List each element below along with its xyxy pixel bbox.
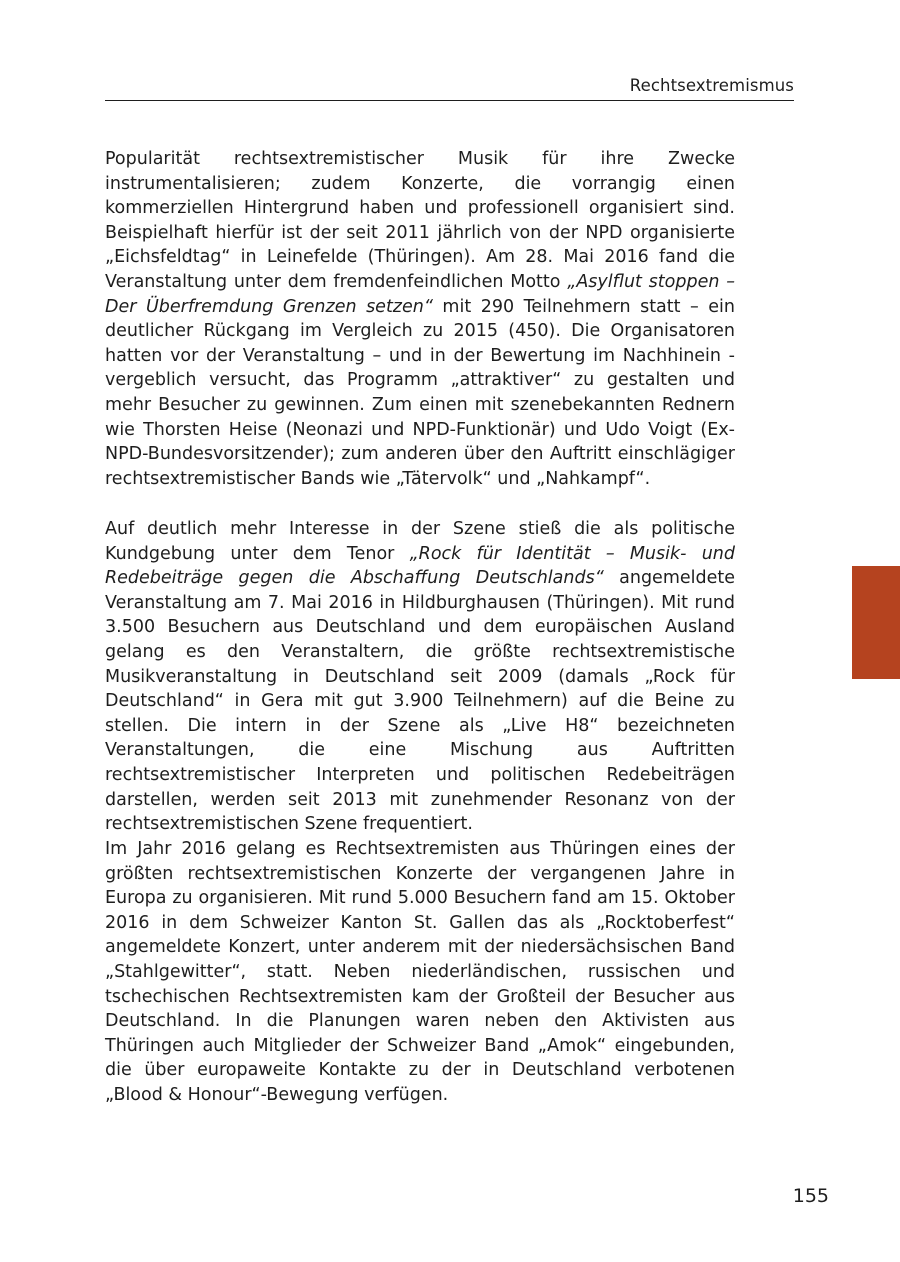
body-text: [105, 147, 735, 1105]
quoted-motto: „Asylflut stoppen – Der Überfremdung Grenzen setzen“: [105, 271, 735, 317]
text-run: Auf deutlich mehr Interesse in der Szene stieß die als politische Kundgebung unter dem Tenor: [105, 519, 735, 564]
chapter-title: Rechtsextremismus: [629, 76, 794, 95]
text-run: Popularität rechtsextremistischer Musik für ihre Zwecke instrumentalisieren; zudem Konzerte, die vorrangig einen kommerziellen Hintergrund haben und professionell organisiert sind. Beispielhaft hierfür ist der seit 2011 jährlich von der NPD organisierte „Eichsfeldtag“ in Leinefelde (Thüringen). Am 28. Mai 2016 fand die Veranstaltung unter dem fremdenfeindlichen Motto: [105, 149, 735, 292]
paragraph: [105, 517, 735, 837]
quoted-tenor: „Rock für Identität – Musik- und Redebeiträge gegen die Abschaffung Deutschlands“: [105, 543, 735, 589]
paragraph: [105, 147, 735, 495]
page-number: 155: [792, 1185, 829, 1207]
text-run: mit 290 Teilnehmern statt – ein deutlicher Rückgang im Vergleich zu 2015 (450). Die Organisatoren hatten vor der Veranstaltung – und in der Bewertung im Nachhinein - vergeblich versucht, das Programm „attraktiver“ zu gestalten und mehr Besucher zu gewinnen. Zum einen mit szenebekannten Rednern wie Thorsten Heise (Neonazi und NPD-Funktionär) und Udo Voigt (Ex-NPD-Bundesvorsitzender); zum anderen über den Auftritt einschlägiger rechtsextremistischer Bands wie „Tätervolk“ und „Nahkampf“.: [105, 296, 735, 489]
paragraph: Im Jahr 2016 gelang es Rechtsextremisten aus Thüringen eines der größten rechtsextremistischen Konzerte der vergangenen Jahre in Europa zu organisieren. Mit rund 5.000 Besuchern fand am 15. Oktober 2016 in dem Schweizer Kanton St. Gallen das als „Rocktoberfest“ angemeldete Konzert, unter anderem mit der niedersächsischen Band „Stahlgewitter“, statt. Neben niederländischen, russischen und tschechischen Rechtsextremisten kam der Großteil der Besucher aus Deutschland. In die Planungen waren neben den Aktivisten aus Thüringen auch Mitglieder der Schweizer Band „Amok“ eingebunden, die über europaweite Kontakte zu der in Deutschland verbotenen „Blood & Honour“-Bewegung verfügen.: [105, 839, 735, 1105]
running-header: [105, 72, 794, 101]
text-run: angemeldete Veranstaltung am 7. Mai 2016 in Hildburghausen (Thüringen). Mit rund 3.500 Besuchern aus Deutschland und dem europäischen Ausland gelang es den Veranstaltern, die größte rechtsextremistische Musikveranstaltung in Deutschland seit 2009 (damals „Rock für Deutschland“ in Gera mit gut 3.900 Teilnehmern) auf die Beine zu stellen. Die intern in der Szene als „Live H8“ bezeichneten Veranstaltungen, die eine Mischung aus Auftritten rechtsextremistischer Interpreten und politischen Redebeiträgen darstellen, werden seit 2013 mit zunehmender Resonanz von der rechtsextremistischen Szene frequentiert.: [105, 568, 735, 835]
chapter-marker-tab: [852, 566, 900, 679]
